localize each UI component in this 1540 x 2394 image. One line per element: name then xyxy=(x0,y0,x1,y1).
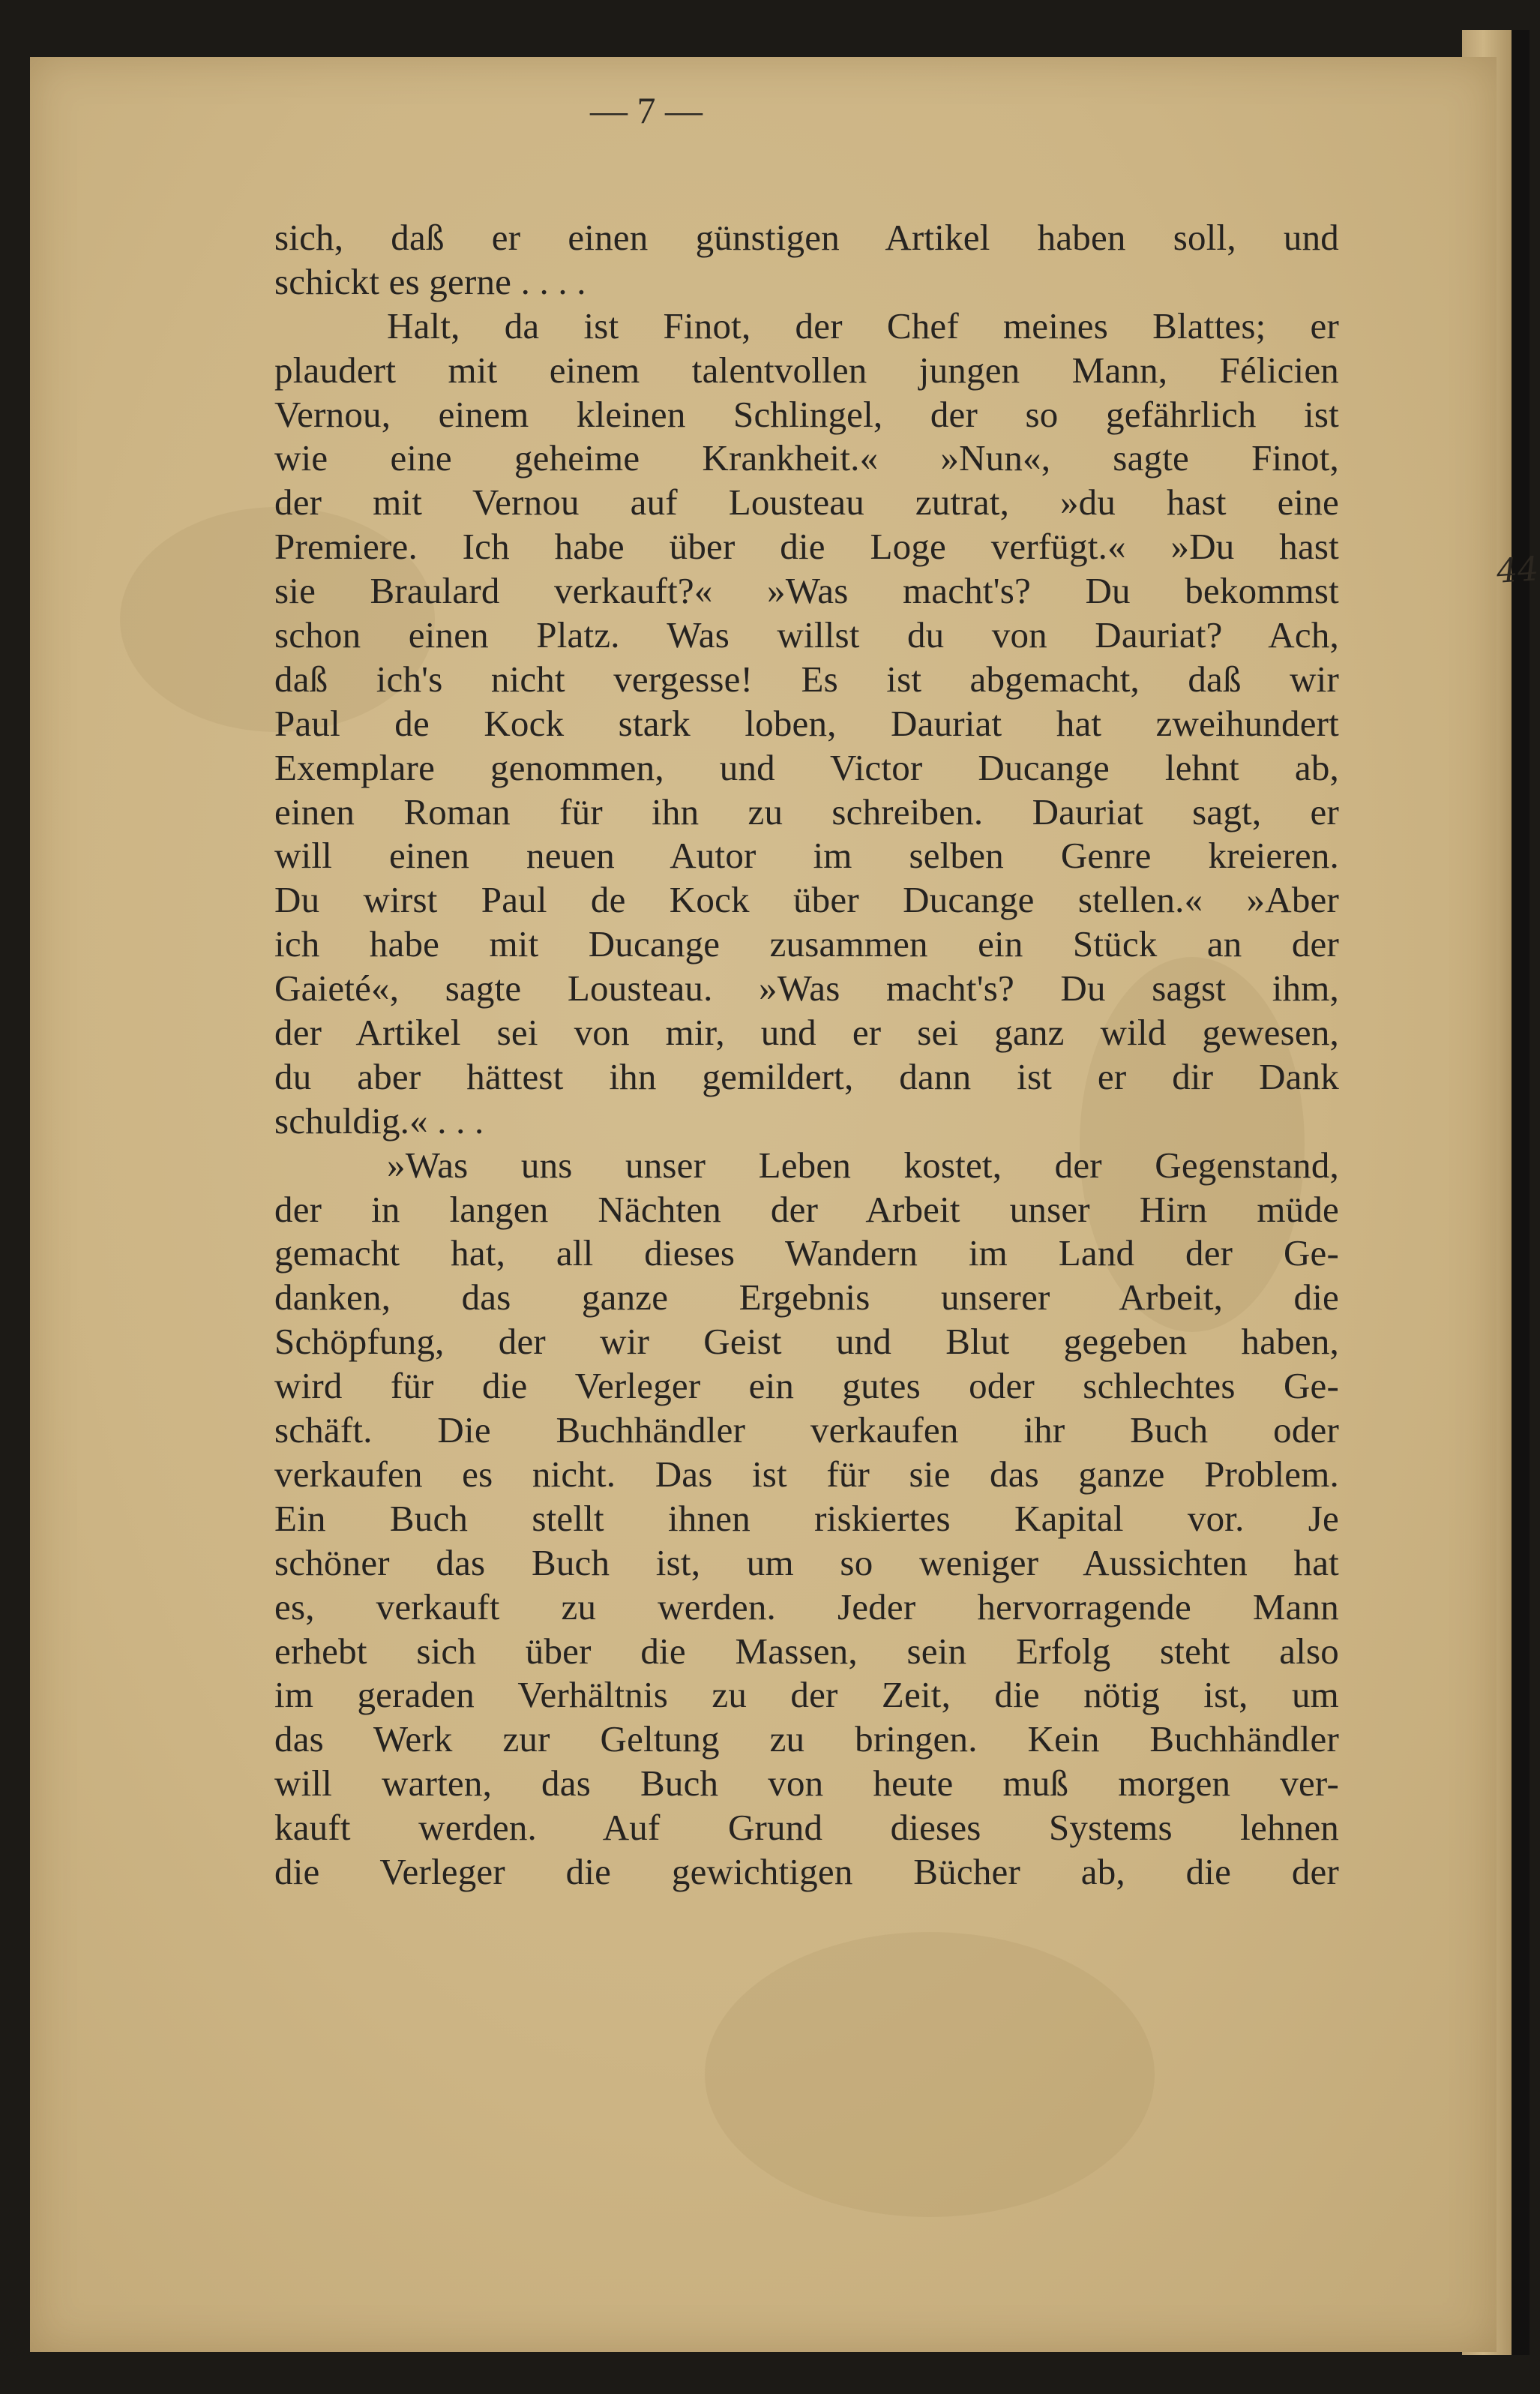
text-line: wie eine geheime Krankheit.« »Nun«, sagte Finot, xyxy=(274,437,1339,479)
text-line: wird für die Verleger ein gutes oder schlechtes Ge- xyxy=(274,1365,1339,1407)
text-line: Gaieté«, sagte Lousteau. »Was macht's? Du sagst ihm, xyxy=(274,968,1339,1010)
text-line: der Artikel sei von mir, und er sei ganz wild gewesen, xyxy=(274,1012,1339,1054)
text-line: danken, das ganze Ergebnis unserer Arbeit, die xyxy=(274,1276,1339,1318)
text-line: Du wirst Paul de Kock über Ducange stellen.« »Aber xyxy=(274,879,1339,921)
text-line: schöner das Buch ist, um so weniger Aussichten hat xyxy=(274,1541,1339,1583)
binding-shadow xyxy=(1512,30,1530,2355)
text-line: Premiere. Ich habe über die Loge verfügt.« »Du hast xyxy=(274,526,1339,568)
text-line: Exemplare genommen, und Victor Ducange lehnt ab, xyxy=(274,746,1339,788)
text-line: schuldig.« . . . xyxy=(274,1100,484,1142)
text-line: Schöpfung, der wir Geist und Blut gegeben haben, xyxy=(274,1321,1339,1363)
text-line: sich, daß er einen günstigen Artikel haben soll, und xyxy=(274,217,1339,258)
text-line: du aber hättest ihn gemildert, dann ist er dir Dank xyxy=(274,1055,1339,1097)
text-line: Ein Buch stellt ihnen riskiertes Kapital vor. Je xyxy=(274,1497,1339,1539)
text-line: daß ich's nicht vergesse! Es ist abgemacht, daß wir xyxy=(274,658,1339,700)
text-line: »Was uns unser Leben kostet, der Gegenstand, xyxy=(387,1144,1339,1186)
text-line: schickt es gerne . . . . xyxy=(274,260,586,302)
text-line: es, verkauft zu werden. Jeder hervorragende Mann xyxy=(274,1586,1339,1628)
text-line: Paul de Kock stark loben, Dauriat hat zweihundert xyxy=(274,702,1339,744)
text-line: im geraden Verhältnis zu der Zeit, die nötig ist, um xyxy=(274,1674,1339,1716)
page-number: — 7 — xyxy=(590,89,703,131)
text-line: Halt, da ist Finot, der Chef meines Blattes; er xyxy=(387,304,1339,346)
text-line: der mit Vernou auf Lousteau zutrat, »du hast eine xyxy=(274,482,1339,524)
text-line: die Verleger die gewichtigen Bücher ab, die der xyxy=(274,1850,1339,1892)
text-line: einen Roman für ihn zu schreiben. Dauriat sagt, er xyxy=(274,790,1339,832)
text-line: ich habe mit Ducange zusammen ein Stück an der xyxy=(274,923,1339,965)
text-line: gemacht hat, all dieses Wandern im Land der Ge- xyxy=(274,1232,1339,1274)
text-line: schäft. Die Buchhändler verkaufen ihr Buch oder xyxy=(274,1409,1339,1451)
text-line: sie Braulard verkauft?« »Was macht's? Du bekommst xyxy=(274,570,1339,612)
text-line: will warten, das Buch von heute muß morgen ver- xyxy=(274,1762,1339,1804)
text-line: verkaufen es nicht. Das ist für sie das ganze Problem. xyxy=(274,1453,1339,1495)
text-line: das Werk zur Geltung zu bringen. Kein Buchhändler xyxy=(274,1718,1339,1760)
text-line: schon einen Platz. Was willst du von Dauriat? Ach, xyxy=(274,614,1339,656)
text-line: plaudert mit einem talentvollen jungen Mann, Félicien xyxy=(274,349,1339,391)
handwritten-margin-note: 44 xyxy=(1495,550,1540,591)
text-line: Vernou, einem kleinen Schlingel, der so gefährlich ist xyxy=(274,393,1339,435)
text-line: kauft werden. Auf Grund dieses Systems lehnen xyxy=(274,1807,1339,1849)
text-line: will einen neuen Autor im selben Genre kreieren. xyxy=(274,835,1339,877)
body-text xyxy=(274,216,1339,1894)
text-line: der in langen Nächten der Arbeit unser Hirn müde xyxy=(274,1188,1339,1230)
paper-stain xyxy=(705,1932,1155,2217)
text-line: erhebt sich über die Massen, sein Erfolg steht also xyxy=(274,1630,1339,1672)
